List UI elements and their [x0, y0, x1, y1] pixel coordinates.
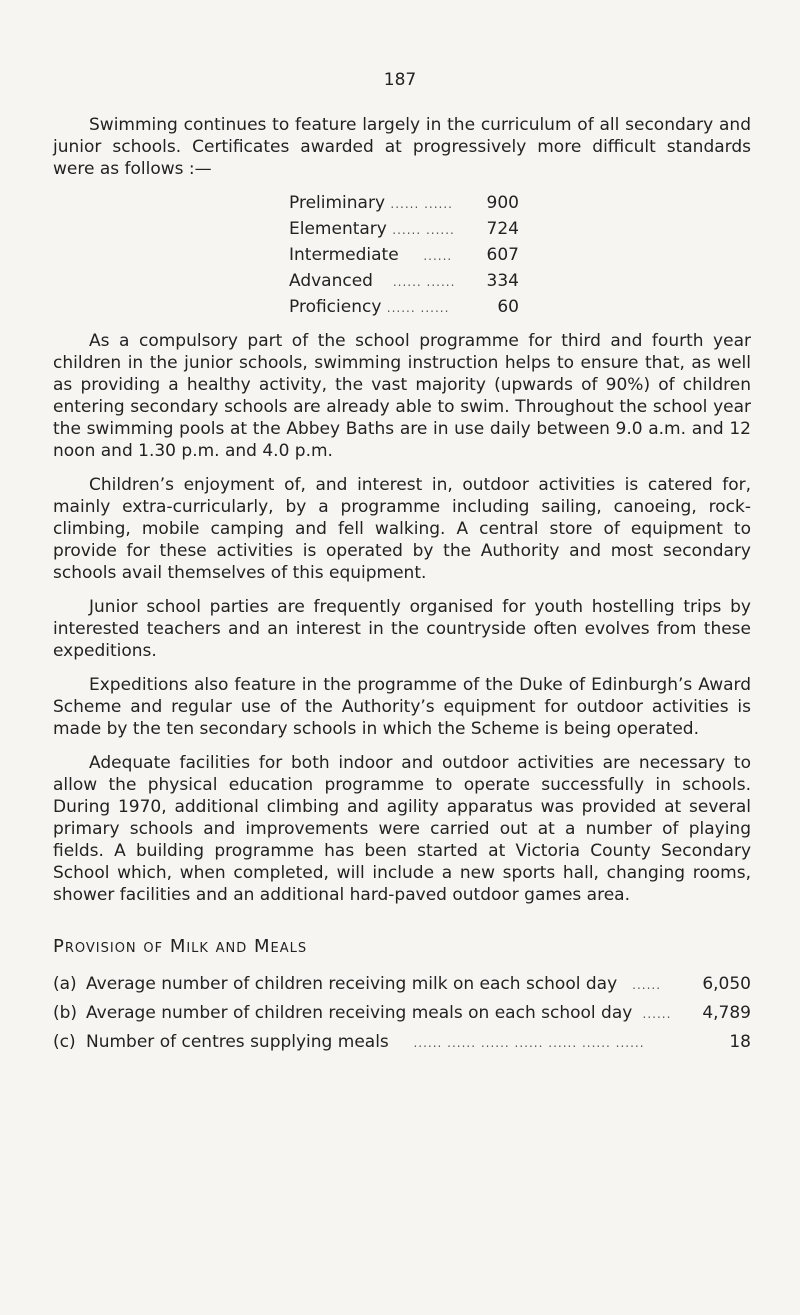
certificates-table	[289, 190, 519, 320]
provision-list	[53, 970, 751, 1057]
item-label: (a)	[53, 974, 77, 994]
certificate-count: 900	[486, 193, 519, 213]
item-text: Number of centres supplying meals ...... ...... ...... ...... ...... ...... ......	[86, 1032, 645, 1052]
paragraph-swimming: As a compulsory part of the school programme for third and fourth year children in the junior schools, swimming instruction helps to ensure that, as well as providing a healthy activity, the vast majority (upwards of 90%) of children entering secondary schools are already able to swim. Throughout the school year the swimming pools at the Abbey Baths are in use daily between 9.0 a.m. and 12 noon and 1.30 p.m. and 4.0 p.m.	[53, 331, 751, 461]
certificate-name: Intermediate ......	[289, 245, 453, 265]
item-label: (c)	[53, 1032, 76, 1052]
list-item	[53, 999, 751, 1028]
item-value: 18	[729, 1032, 751, 1052]
paragraph-facilities: Adequate facilities for both indoor and outdoor activities are necessary to allow the physical education programme to operate successfully in schools. During 1970, additional climbing and agility apparatus was provided at several primary schools and improvements were carried out at a number of playing fields. A building programme has been started at Victoria County Secondary School which, when completed, will include a new sports hall, changing rooms, shower facilities and an additional hard-paved outdoor games area.	[53, 753, 751, 905]
item-text: Average number of children receiving milk on each school day ......	[86, 974, 662, 994]
certificate-count: 607	[486, 245, 519, 265]
page-number: 187	[383, 70, 417, 90]
table-row	[289, 190, 519, 216]
table-row	[289, 268, 519, 294]
certificate-name: Proficiency ...... ......	[289, 297, 450, 317]
table-row	[289, 242, 519, 268]
certificate-count: 724	[486, 219, 519, 239]
table-row	[289, 294, 519, 320]
certificate-name: Preliminary ...... ......	[289, 193, 453, 213]
paragraph-outdoor-activities: Children’s enjoyment of, and interest in, outdoor activities is catered for, mainly extra-curricularly, by a programme including sailing, canoeing, rock-climbing, mobile camping and fell walking. A central store of equipment to provide for these activities is operated by the Authority and most secondary schools avail themselves of this equipment.	[53, 475, 751, 583]
table-row	[289, 216, 519, 242]
certificate-count: 60	[497, 297, 519, 317]
paragraph-youth-hostelling: Junior school parties are frequently organised for youth hostelling trips by interested teachers and an interest in the countryside often evolves from these expeditions.	[53, 597, 751, 661]
list-item	[53, 970, 751, 999]
paragraph-duke-of-edinburgh: Expeditions also feature in the programme of the Duke of Edinburgh’s Award Scheme and regular use of the Authority’s equipment for outdoor activities is made by the ten secondary schools in which the Scheme is being operated.	[53, 675, 751, 739]
item-label: (b)	[53, 1003, 78, 1023]
intro-paragraph: Swimming continues to feature largely in the curriculum of all secondary and junior schools. Certificates awarded at progressively more difficult standards were as follows :—	[53, 115, 751, 179]
item-value: 4,789	[702, 1003, 751, 1023]
section-heading: Provision of Milk and Meals	[53, 936, 308, 957]
certificate-name: Elementary ...... ......	[289, 219, 455, 239]
item-text: Average number of children receiving meals on each school day ......	[86, 1003, 672, 1023]
list-item	[53, 1028, 751, 1057]
certificate-name: Advanced ...... ......	[289, 271, 456, 291]
certificate-count: 334	[486, 271, 519, 291]
document-body	[53, 114, 751, 1057]
item-value: 6,050	[702, 974, 751, 994]
